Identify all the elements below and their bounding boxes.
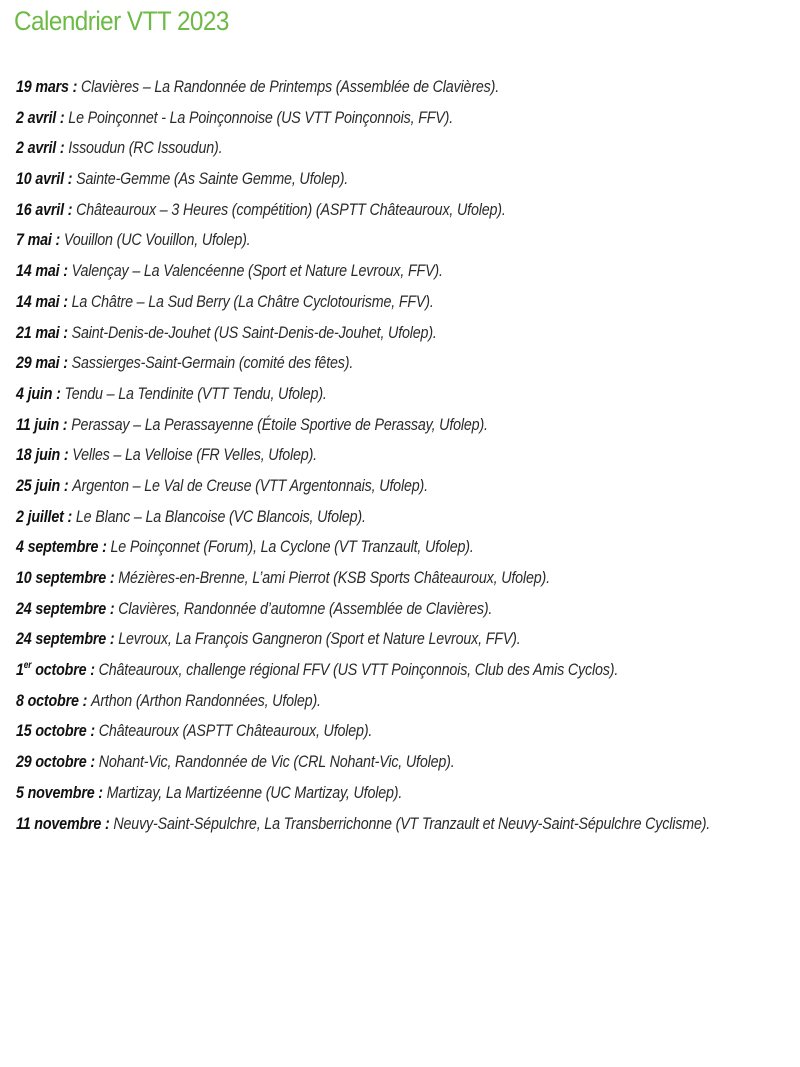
event-description: Neuvy-Saint-Sépulchre, La Transberrichonne (VT Tranzault et Neuvy-Saint-Sépulchre Cyclisme). <box>113 813 711 833</box>
date-separator: : <box>60 475 73 495</box>
event-description: Velles – La Velloise (FR Velles, Ufolep). <box>72 445 317 465</box>
event-description: Châteauroux – 3 Heures (compétition) (ASPTT Châteauroux, Ufolep). <box>76 199 506 219</box>
event-item <box>16 287 663 318</box>
event-description: Valençay – La Valencéenne (Sport et Nature Levroux, FFV). <box>71 261 443 281</box>
date-separator: : <box>58 414 72 434</box>
event-description: La Châtre – La Sud Berry (La Châtre Cyclotourisme, FFV). <box>71 291 434 311</box>
event-date: 8 octobre <box>16 690 79 710</box>
event-item <box>16 686 663 717</box>
date-separator: : <box>106 629 119 649</box>
event-date: 7 mai <box>16 230 52 250</box>
event-date: 15 octobre <box>16 721 87 741</box>
event-description: Arthon (Arthon Randonnées, Ufolep). <box>90 690 321 710</box>
event-description: Le Poinçonnet (Forum), La Cyclone (VT Tranzault, Ufolep). <box>110 537 474 557</box>
date-separator: : <box>63 199 77 219</box>
event-description: Sassierges-Saint-Germain (comité des fêtes). <box>71 353 354 373</box>
event-item <box>16 72 663 103</box>
event-date: 4 septembre <box>16 537 99 557</box>
event-description: Mézières-en-Brenne, L’ami Pierrot (KSB Sports Châteauroux, Ufolep). <box>118 568 550 587</box>
date-separator: : <box>60 445 73 465</box>
date-separator: : <box>86 660 99 680</box>
event-date: 11 novembre <box>16 813 102 833</box>
event-date: 24 septembre <box>16 629 107 649</box>
date-separator: : <box>59 322 72 342</box>
date-separator: : <box>106 598 119 618</box>
date-separator: : <box>78 690 91 710</box>
event-description: Châteauroux, challenge régional FFV (US VTT Poinçonnois, Club des Amis Cyclos). <box>98 660 619 680</box>
event-item <box>16 563 663 594</box>
event-item <box>16 410 663 441</box>
event-date: 19 mars <box>16 77 69 96</box>
event-date: 24 septembre <box>16 598 107 618</box>
event-item <box>16 502 663 533</box>
date-separator: : <box>59 261 72 281</box>
event-description: Perassay – La Perassayenne (Étoile Sportive de Perassay, Ufolep). <box>71 414 488 434</box>
event-description: Sainte-Gemme (As Sainte Gemme, Ufolep). <box>76 169 349 189</box>
event-date-month: octobre <box>31 660 87 680</box>
event-date: 29 mai <box>16 353 60 373</box>
event-description: Tendu – La Tendinite (VTT Tendu, Ufolep). <box>64 383 327 403</box>
date-separator: : <box>86 721 99 741</box>
event-item <box>16 807 785 841</box>
date-separator: : <box>63 169 77 189</box>
event-date: 29 octobre <box>16 752 87 772</box>
date-separator: : <box>106 568 119 587</box>
event-date-ordinal: er <box>23 660 32 672</box>
event-description: Clavières, Randonnée d’automne (Assemblée de Clavières). <box>118 598 493 618</box>
event-date: 2 avril <box>16 107 57 127</box>
date-separator: : <box>68 77 82 96</box>
event-date: 21 mai <box>16 322 60 342</box>
event-item <box>16 440 663 471</box>
event-date: 2 juillet <box>16 506 64 526</box>
event-description: Martizay, La Martizéenne (UC Martizay, Ufolep). <box>106 782 403 802</box>
event-item <box>16 747 663 778</box>
date-separator: : <box>59 353 72 373</box>
event-date: 10 avril <box>16 169 64 189</box>
event-item <box>16 103 663 134</box>
event-item <box>16 195 663 226</box>
date-separator: : <box>98 537 111 557</box>
date-separator: : <box>86 752 99 772</box>
event-date-number: 1 <box>16 660 24 680</box>
event-description: Levroux, La François Gangneron (Sport et Nature Levroux, FFV). <box>118 629 521 649</box>
event-item <box>16 348 663 379</box>
event-date: 18 juin <box>16 445 61 465</box>
event-item <box>16 716 663 747</box>
event-description: Argenton – Le Val de Creuse (VTT Argentonnais, Ufolep). <box>72 475 428 495</box>
event-item <box>16 133 663 164</box>
event-description: Clavières – La Randonnée de Printemps (Assemblée de Clavières). <box>81 77 500 96</box>
event-item <box>16 594 663 625</box>
date-separator: : <box>101 813 114 833</box>
event-item <box>16 164 663 195</box>
event-date: 14 mai <box>16 291 60 311</box>
event-item <box>16 318 663 349</box>
event-list <box>16 72 786 841</box>
page-title: Calendrier VTT 2023 <box>14 6 229 36</box>
event-item <box>16 256 663 287</box>
event-item <box>16 225 663 256</box>
event-date: 11 juin <box>16 414 59 434</box>
event-date: 25 juin <box>16 475 61 495</box>
event-description: Le Poinçonnet - La Poinçonnoise (US VTT Poinçonnois, FFV). <box>68 107 454 127</box>
event-description: Le Blanc – La Blancoise (VC Blancois, Ufolep). <box>75 506 366 526</box>
date-separator: : <box>94 782 107 802</box>
event-date: 14 mai <box>16 261 60 281</box>
event-item <box>16 655 663 686</box>
date-separator: : <box>59 291 72 311</box>
date-separator: : <box>56 138 69 158</box>
event-description: Saint-Denis-de-Jouhet (US Saint-Denis-de-Jouhet, Ufolep). <box>71 322 437 342</box>
event-date: 4 juin <box>16 383 53 403</box>
event-item <box>16 471 663 502</box>
event-description: Nohant-Vic, Randonnée de Vic (CRL Nohant-Vic, Ufolep). <box>98 752 455 772</box>
event-date: 5 novembre <box>16 782 95 802</box>
event-date: 16 avril <box>16 199 64 219</box>
date-separator: : <box>52 383 65 403</box>
date-separator: : <box>51 230 64 250</box>
event-item <box>16 778 663 809</box>
event-description: Issoudun (RC Issoudun). <box>68 138 223 158</box>
event-item <box>16 532 663 563</box>
event-item <box>16 624 663 655</box>
date-separator: : <box>63 506 76 526</box>
event-description: Châteauroux (ASPTT Châteauroux, Ufolep). <box>98 721 373 741</box>
event-date <box>16 660 86 679</box>
event-item <box>16 379 663 410</box>
event-description: Vouillon (UC Vouillon, Ufolep). <box>63 230 251 250</box>
date-separator: : <box>56 107 69 127</box>
event-date: 2 avril <box>16 138 57 158</box>
event-date: 10 septembre <box>16 568 107 587</box>
